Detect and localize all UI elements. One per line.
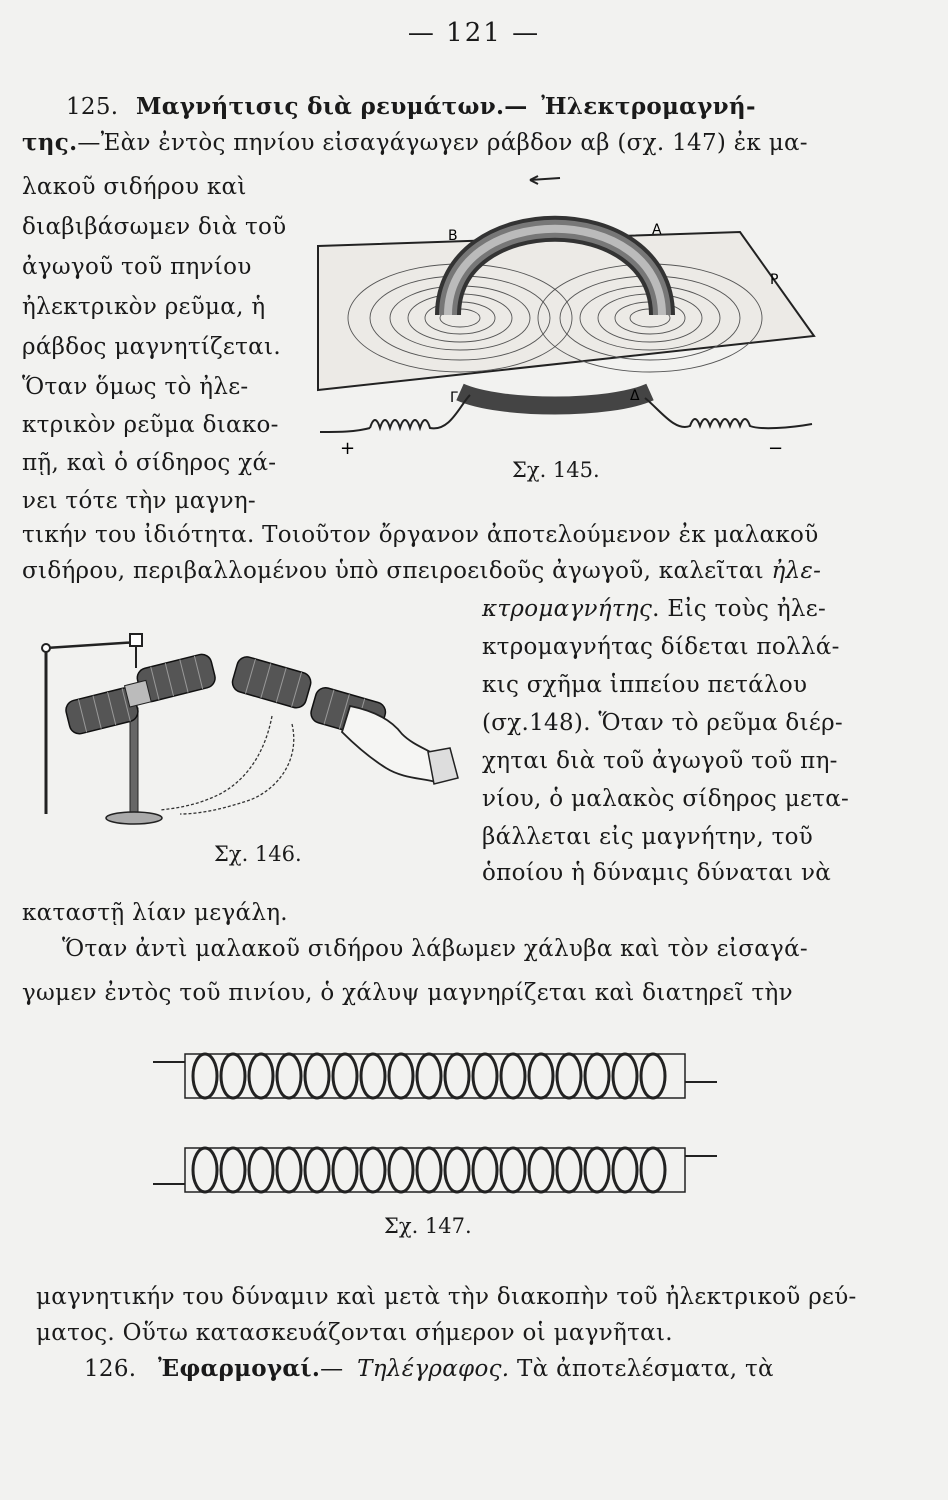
text-line-1 (22, 128, 808, 158)
label-minus: − (768, 438, 784, 459)
text-line-5: ἠλεκτρικὸν ρεῦμα, ἡ (22, 294, 266, 320)
text-line-10: νει τότε τὴν μαγνη- (22, 488, 257, 514)
text-line-8: κτρικὸν ρεῦμα διακο- (22, 412, 279, 438)
label-plus: + (340, 438, 356, 459)
text-line-23: γωμεν ἐντὸς τοῦ πινίου, ὁ χάλυψ μαγνηρίζεται καὶ διατηρεῖ τὴν (22, 980, 793, 1006)
text-line-18: νίου, ὁ μαλακὸς σίδηρος μετα- (482, 786, 850, 812)
text-line-12 (22, 556, 821, 586)
text-line-17: χηται διὰ τοῦ ἀγωγοῦ τοῦ πη- (482, 748, 838, 774)
text-line-16: (σχ.148). Ὅταν τὸ ρεῦμα διέρ- (482, 710, 843, 736)
section-126-heading (84, 1354, 774, 1384)
text-line-22: Ὅταν ἀντὶ μαλακοῦ σιδήρου λάβωμεν χάλυβα καὶ τὸν εἰσαγά- (62, 936, 808, 962)
text-line-12-b: ἠλε- (771, 558, 822, 584)
text-line-1-rest: —Ἐὰν ἐντὸς πηνίου εἰσαγάγωγεν ράβδον αβ (σχ. 147) ἐκ μα- (77, 130, 808, 156)
label-d: Δ (630, 388, 640, 404)
section-number: 125. (66, 94, 119, 120)
figure-145-illustration (300, 170, 820, 460)
section-title-end: της. (22, 129, 78, 156)
section-title-cont: Ἠλεκτρομαγνή- (541, 93, 756, 120)
section-125-heading (66, 92, 756, 122)
label-a: A (652, 222, 662, 238)
text-line-4: ἀγωγοῦ τοῦ πηνίου (22, 254, 252, 280)
section-subtitle: Τηλέγραφος. (357, 1356, 510, 1382)
text-line-19: βάλλεται εἰς μαγνήτην, τοῦ (482, 824, 814, 850)
text-line-13 (482, 594, 826, 624)
section-number: 126. (84, 1356, 137, 1382)
text-line-24: μαγνητικήν του δύναμιν καὶ μετὰ τὴν διακοπὴν τοῦ ἠλεκτρικοῦ ρεύ- (36, 1284, 857, 1310)
text-line-12-a: σιδήρου, περιβαλλομένου ὑπὸ σπειροειδοῦς ἀγωγοῦ, καλεῖται (22, 558, 772, 584)
title-dash: — (320, 1356, 344, 1382)
figure-147-illustration (145, 1040, 725, 1220)
section-title: Μαγνήτισις διὰ ρευμάτων.— (136, 93, 528, 120)
text-line-13-b: . Εἰς τοὺς ἠλε- (652, 596, 827, 622)
page-number: — 121 — (407, 18, 541, 48)
label-p: P (770, 272, 779, 288)
text-line-3: διαβιβάσωμεν διὰ τοῦ (22, 214, 287, 240)
figure-146-illustration (30, 628, 470, 840)
text-line-25: ματος. Οὕτω κατασκευάζονται σήμερον οἱ μαγνῆται. (36, 1320, 673, 1346)
term-electromagnet: κτρομαγνήτης (482, 596, 653, 622)
text-line-6: ράβδος μαγνητίζεται. (22, 334, 281, 360)
text-line-21: καταστῇ λίαν μεγάλη. (22, 900, 288, 926)
text-line-9: πῇ, καὶ ὁ σίδηρος χά- (22, 450, 277, 476)
text-line-14: κτρομαγνήτας δίδεται πολλά- (482, 634, 840, 660)
text-line-rest: Τὰ ἀποτελέσματα, τὰ (509, 1356, 774, 1382)
text-line-11: τικήν του ἰδιότητα. Τοιοῦτον ὄργανον ἀποτελούμενον ἐκ μαλακοῦ (22, 522, 819, 548)
label-g: Γ (450, 390, 458, 406)
text-line-7: Ὅταν ὅμως τὸ ἠλε- (22, 374, 249, 400)
text-line-15: κις σχῆμα ἱππείου πετάλου (482, 672, 808, 698)
text-line-2: λακοῦ σιδήρου καὶ (22, 174, 247, 200)
figure-146-caption: Σχ. 146. (214, 842, 302, 866)
solenoid-coil-lower (153, 1148, 717, 1192)
solenoid-coil-upper (153, 1054, 717, 1098)
figure-147-caption: Σχ. 147. (384, 1214, 472, 1238)
figure-145-caption: Σχ. 145. (512, 458, 600, 482)
section-title: Ἐφαρμογαί. (158, 1355, 321, 1382)
label-b: B (448, 228, 458, 244)
text-line-20: ὁποίου ἡ δύναμις δύναται νὰ (482, 860, 832, 886)
